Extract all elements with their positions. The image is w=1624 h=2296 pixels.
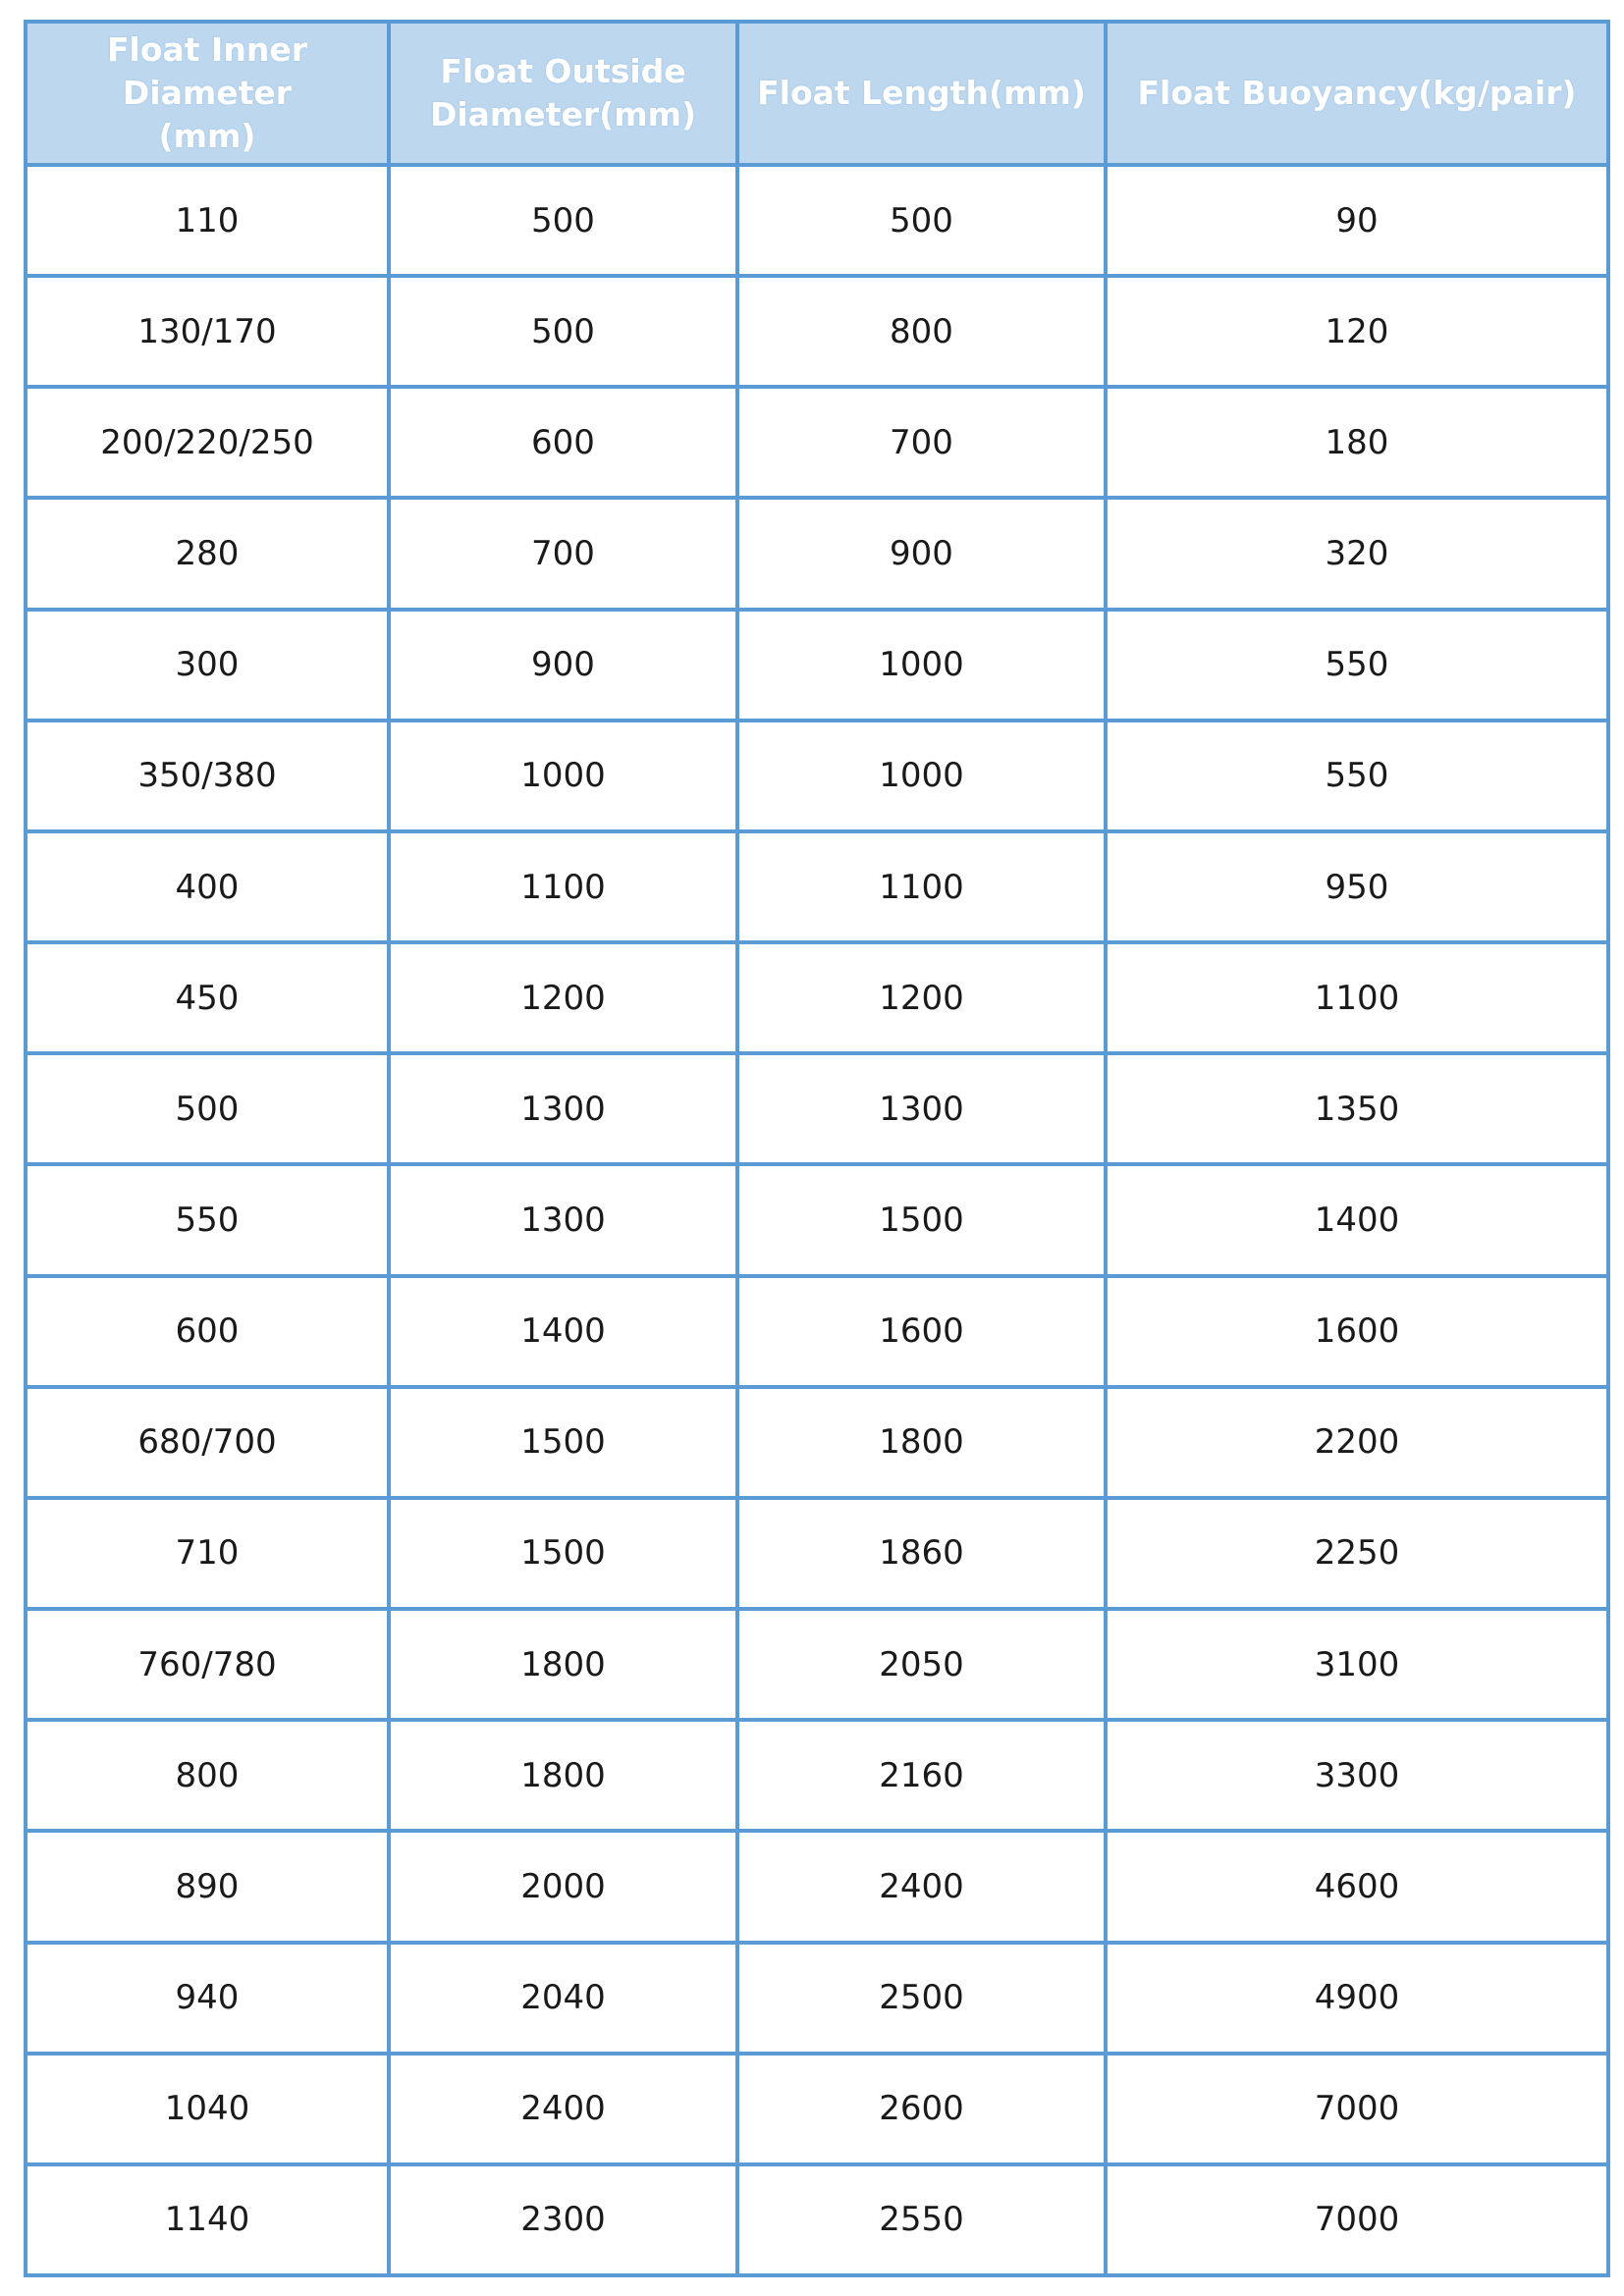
header-row bbox=[26, 22, 1608, 165]
header-float-buoyancy: Float Buoyancy(kg/pair) bbox=[1106, 22, 1608, 165]
float-buoyancy-cell: 4600 bbox=[1106, 1831, 1608, 1942]
inner-diameter-cell: 710 bbox=[26, 1498, 389, 1609]
float-length-cell: 2500 bbox=[737, 1943, 1106, 2054]
outside-diameter-cell: 1800 bbox=[389, 1609, 737, 1720]
inner-diameter-cell: 350/380 bbox=[26, 721, 389, 831]
outside-diameter-cell: 2040 bbox=[389, 1943, 737, 2054]
table-row bbox=[26, 387, 1608, 498]
table-row bbox=[26, 831, 1608, 942]
float-buoyancy-cell: 7000 bbox=[1106, 2054, 1608, 2164]
float-length-cell: 2160 bbox=[737, 1720, 1106, 1831]
outside-diameter-cell: 2000 bbox=[389, 1831, 737, 1942]
outside-diameter-cell: 700 bbox=[389, 498, 737, 609]
float-length-cell: 1800 bbox=[737, 1387, 1106, 1498]
outside-diameter-cell: 500 bbox=[389, 276, 737, 387]
inner-diameter-cell: 1140 bbox=[26, 2164, 389, 2275]
float-buoyancy-cell: 2250 bbox=[1106, 1498, 1608, 1609]
float-buoyancy-cell: 1400 bbox=[1106, 1164, 1608, 1275]
inner-diameter-cell: 300 bbox=[26, 610, 389, 721]
header-outside-diameter: Float Outside Diameter(mm) bbox=[389, 22, 737, 165]
outside-diameter-cell: 600 bbox=[389, 387, 737, 498]
inner-diameter-cell: 1040 bbox=[26, 2054, 389, 2164]
inner-diameter-cell: 760/780 bbox=[26, 1609, 389, 1720]
table-row bbox=[26, 1943, 1608, 2054]
inner-diameter-cell: 450 bbox=[26, 942, 389, 1053]
float-length-cell: 2550 bbox=[737, 2164, 1106, 2275]
float-buoyancy-cell: 180 bbox=[1106, 387, 1608, 498]
table-row bbox=[26, 1276, 1608, 1387]
inner-diameter-cell: 500 bbox=[26, 1053, 389, 1164]
float-length-cell: 1000 bbox=[737, 610, 1106, 721]
outside-diameter-cell: 1000 bbox=[389, 721, 737, 831]
table-row bbox=[26, 1387, 1608, 1498]
outside-diameter-cell: 2400 bbox=[389, 2054, 737, 2164]
outside-diameter-cell: 1300 bbox=[389, 1053, 737, 1164]
table-row bbox=[26, 1831, 1608, 1942]
float-length-cell: 900 bbox=[737, 498, 1106, 609]
float-buoyancy-cell: 90 bbox=[1106, 165, 1608, 276]
inner-diameter-cell: 800 bbox=[26, 1720, 389, 1831]
outside-diameter-cell: 1400 bbox=[389, 1276, 737, 1387]
header-inner-diameter: Float Inner Diameter (mm) bbox=[26, 22, 389, 165]
float-length-cell: 1000 bbox=[737, 721, 1106, 831]
table-row bbox=[26, 1053, 1608, 1164]
table-row bbox=[26, 165, 1608, 276]
table-row bbox=[26, 1609, 1608, 1720]
float-length-cell: 700 bbox=[737, 387, 1106, 498]
table-row bbox=[26, 498, 1608, 609]
float-buoyancy-cell: 1350 bbox=[1106, 1053, 1608, 1164]
float-buoyancy-cell: 4900 bbox=[1106, 1943, 1608, 2054]
inner-diameter-cell: 280 bbox=[26, 498, 389, 609]
inner-diameter-cell: 940 bbox=[26, 1943, 389, 2054]
header-float-length: Float Length(mm) bbox=[737, 22, 1106, 165]
inner-diameter-cell: 680/700 bbox=[26, 1387, 389, 1498]
table-row bbox=[26, 942, 1608, 1053]
float-spec-table bbox=[24, 20, 1610, 2277]
float-buoyancy-cell: 320 bbox=[1106, 498, 1608, 609]
outside-diameter-cell: 1300 bbox=[389, 1164, 737, 1275]
outside-diameter-cell: 1500 bbox=[389, 1498, 737, 1609]
table-row bbox=[26, 2164, 1608, 2275]
table-row bbox=[26, 610, 1608, 721]
float-length-cell: 800 bbox=[737, 276, 1106, 387]
inner-diameter-cell: 200/220/250 bbox=[26, 387, 389, 498]
float-length-cell: 1100 bbox=[737, 831, 1106, 942]
float-buoyancy-cell: 3300 bbox=[1106, 1720, 1608, 1831]
outside-diameter-cell: 1800 bbox=[389, 1720, 737, 1831]
inner-diameter-cell: 130/170 bbox=[26, 276, 389, 387]
table-row bbox=[26, 1720, 1608, 1831]
outside-diameter-cell: 1200 bbox=[389, 942, 737, 1053]
float-buoyancy-cell: 1600 bbox=[1106, 1276, 1608, 1387]
float-buoyancy-cell: 950 bbox=[1106, 831, 1608, 942]
float-length-cell: 2050 bbox=[737, 1609, 1106, 1720]
float-length-cell: 1600 bbox=[737, 1276, 1106, 1387]
float-length-cell: 1200 bbox=[737, 942, 1106, 1053]
inner-diameter-cell: 890 bbox=[26, 1831, 389, 1942]
float-buoyancy-cell: 3100 bbox=[1106, 1609, 1608, 1720]
table-row bbox=[26, 2054, 1608, 2164]
outside-diameter-cell: 900 bbox=[389, 610, 737, 721]
float-buoyancy-cell: 2200 bbox=[1106, 1387, 1608, 1498]
float-length-cell: 1860 bbox=[737, 1498, 1106, 1609]
table-header bbox=[26, 22, 1608, 165]
outside-diameter-cell: 500 bbox=[389, 165, 737, 276]
float-buoyancy-cell: 7000 bbox=[1106, 2164, 1608, 2275]
table-row bbox=[26, 276, 1608, 387]
outside-diameter-cell: 1100 bbox=[389, 831, 737, 942]
inner-diameter-cell: 600 bbox=[26, 1276, 389, 1387]
table-row bbox=[26, 721, 1608, 831]
table-body bbox=[26, 165, 1608, 2275]
float-buoyancy-cell: 550 bbox=[1106, 721, 1608, 831]
float-length-cell: 2400 bbox=[737, 1831, 1106, 1942]
float-buoyancy-cell: 550 bbox=[1106, 610, 1608, 721]
table-row bbox=[26, 1498, 1608, 1609]
outside-diameter-cell: 1500 bbox=[389, 1387, 737, 1498]
float-buoyancy-cell: 1100 bbox=[1106, 942, 1608, 1053]
table-row bbox=[26, 1164, 1608, 1275]
float-length-cell: 1300 bbox=[737, 1053, 1106, 1164]
float-buoyancy-cell: 120 bbox=[1106, 276, 1608, 387]
inner-diameter-cell: 110 bbox=[26, 165, 389, 276]
inner-diameter-cell: 400 bbox=[26, 831, 389, 942]
outside-diameter-cell: 2300 bbox=[389, 2164, 737, 2275]
float-length-cell: 2600 bbox=[737, 2054, 1106, 2164]
float-length-cell: 500 bbox=[737, 165, 1106, 276]
float-length-cell: 1500 bbox=[737, 1164, 1106, 1275]
inner-diameter-cell: 550 bbox=[26, 1164, 389, 1275]
